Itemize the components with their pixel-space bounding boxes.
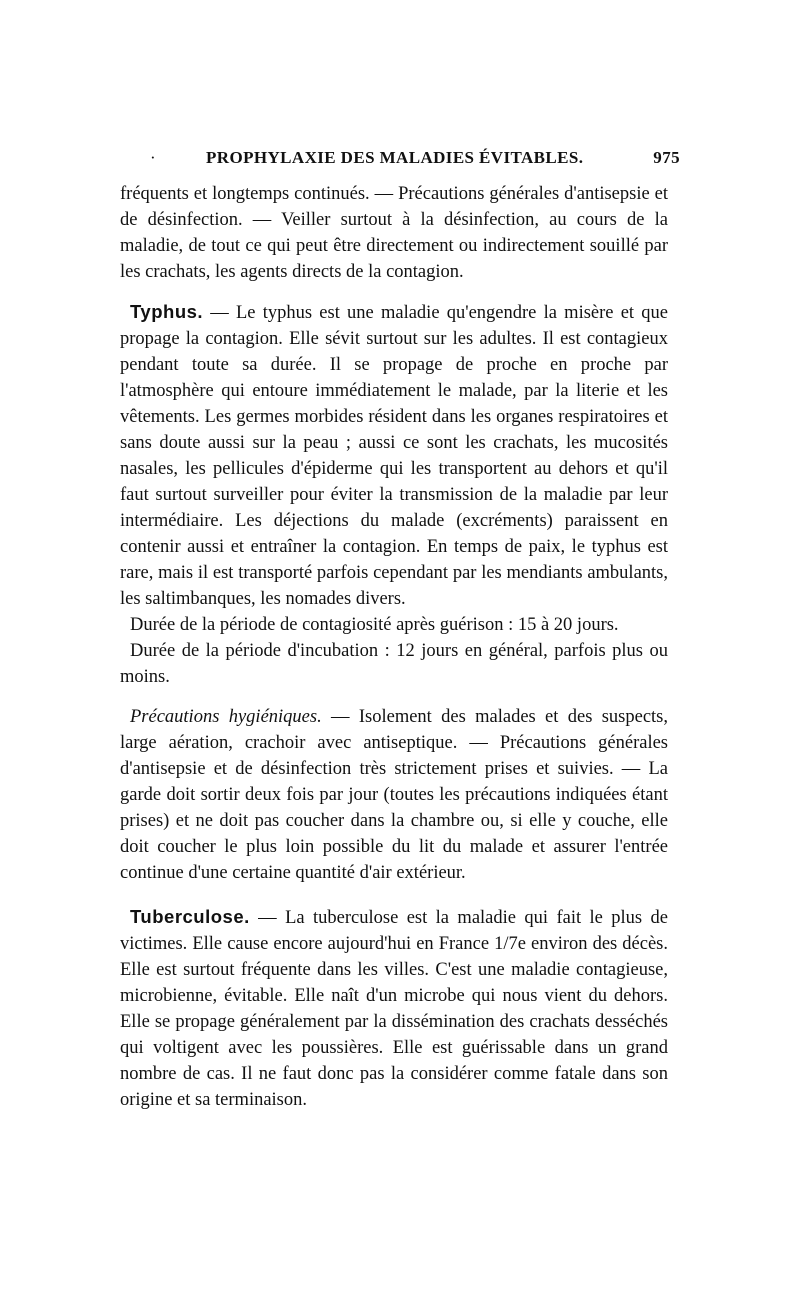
precautions-text: — Isolement des malades et des suspects, large aération, crachoir avec antiseptique. — Précautions générales d'antisepsie et de désinfection très strictement prises et suivies. — La garde doit sortir deux fois par jour (toutes les précautions indiquées étant prises) et ne doit pas coucher dans la chambre ou, si elle y couche, elle doit coucher le plus loin possible du lit du malade et assurer l'entrée continue d'une certaine quantité d'air extérieur. [120, 707, 668, 883]
paragraph-typhus [120, 299, 668, 612]
paragraph-duree-contagiosite: Durée de la période de contagiosité après guérison : 15 à 20 jours. [130, 615, 619, 635]
subheading-precautions: Précautions hygiéniques. [130, 707, 322, 727]
paragraph-duree-incubation: Durée de la période d'incubation : 12 jours en général, parfois plus ou moins. [120, 641, 668, 687]
typhus-text: — Le typhus est une maladie qu'engendre la misère et que propage la contagion. Elle sévit surtout sur les adultes. Il est contagieux pendant toute sa durée. Il se propage de proche en proche par l'atmosphère qui entoure immédiatement le malade, par la literie et les vêtements. Les germes morbides résident dans les organes respiratoires et sans doute aussi sur la peau ; aussi ce sont les crachats, les mucosités nasales, les pellicules d'épiderme qui les transportent au dehors et qu'il faut surtout surveiller pour éviter la transmission de la maladie par leur intermédiaire. Les déjections du malade (excréments) paraissent en contenir aussi et entraîner la contagion. En temps de paix, le typhus est rare, mais il est transporté parfois cependant par les mendiants ambulants, les saltimbanques, les nomades divers. [120, 303, 668, 609]
header-mark: · [150, 148, 157, 167]
paragraph-tuberculose [120, 904, 668, 1113]
tuberculose-text: — La tuberculose est la maladie qui fait le plus de victimes. Elle cause encore aujourd'hui en France 1/7e environ des décès. Elle est surtout fréquente dans les villes. C'est une maladie contagieuse, microbienne, évitable. Elle naît d'un microbe qui nous vient du dehors. Elle se propage généralement par la dissémination des crachats desséchés qui voltigent avec les poussières. Elle est guérissable dans un grand nombre de cas. Il ne faut donc pas la considérer comme fatale dans son origine et sa terminaison. [120, 908, 668, 1110]
running-header [120, 148, 680, 174]
running-title: PROPHYLAXIE DES MALADIES ÉVITABLES. [206, 148, 584, 167]
paragraph-continuation: fréquents et longtemps continués. — Précautions générales d'antisepsie et de désinfection. — Veiller surtout à la désinfection, au cours de la maladie, de tout ce qui peut être directement ou indirectement souillé par les crachats, les agents directs de la contagion. [120, 184, 668, 282]
section-heading-tuberculose: Tuberculose. [130, 906, 250, 927]
page-body [120, 181, 668, 1113]
paragraph-precautions [120, 704, 668, 886]
section-heading-typhus: Typhus. [130, 301, 204, 322]
page-number: 975 [653, 148, 680, 167]
